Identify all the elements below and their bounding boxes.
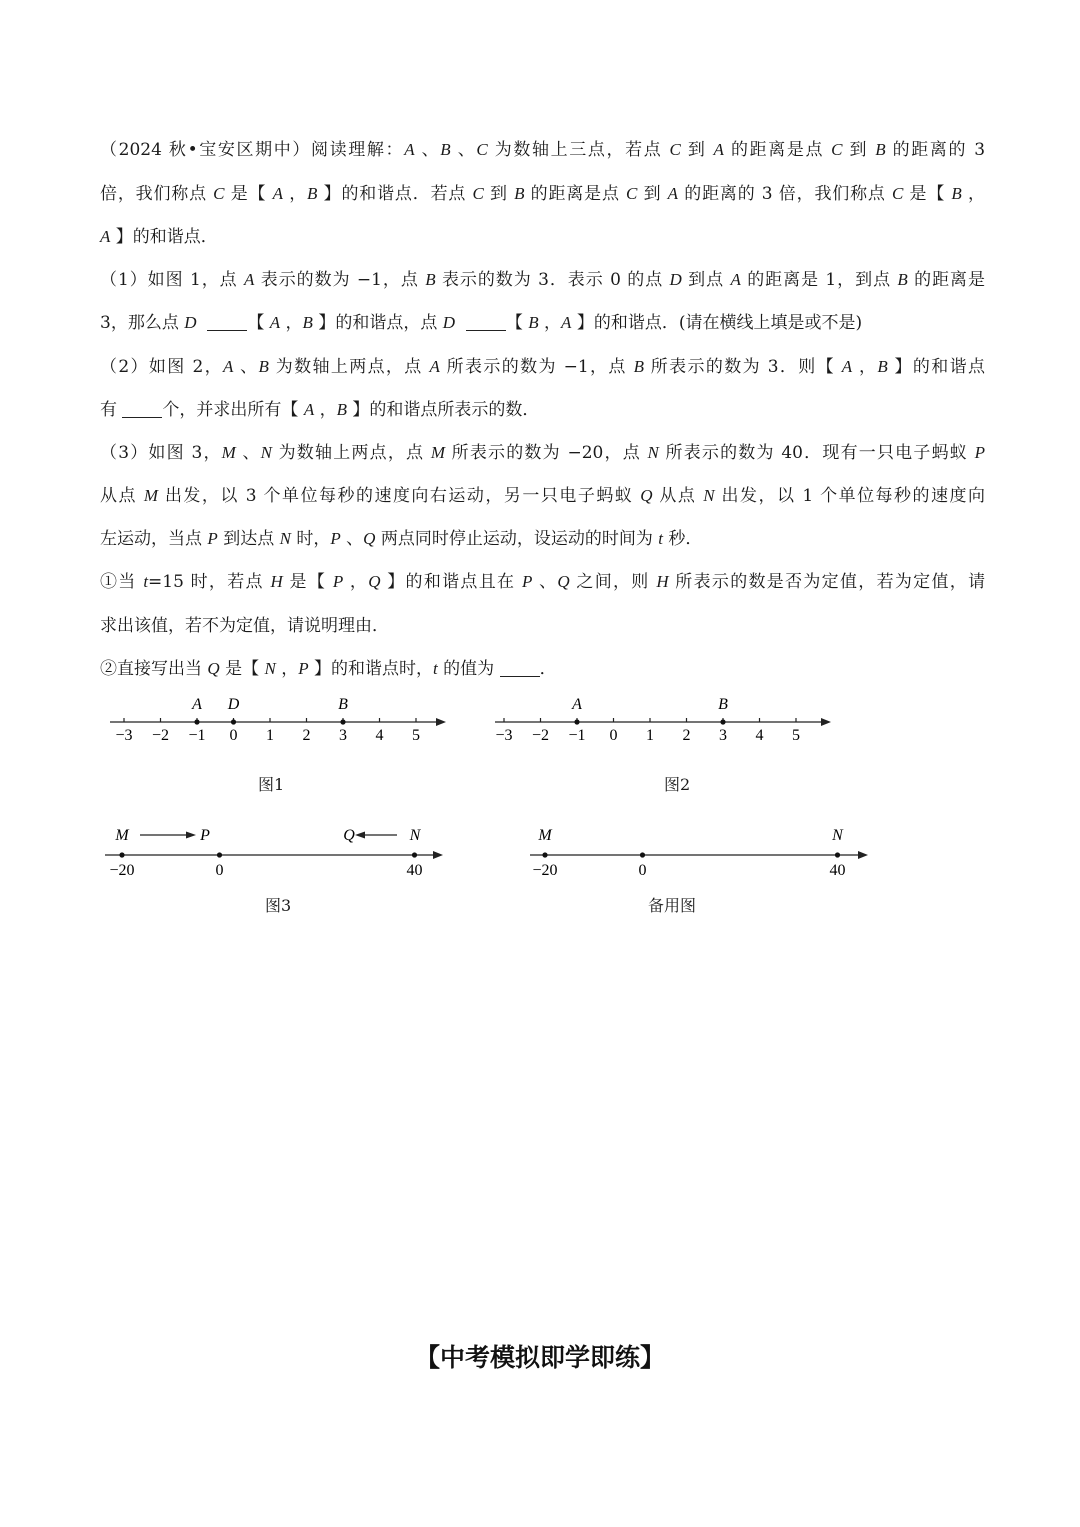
tick-dot xyxy=(119,852,124,857)
tick-label: 4 xyxy=(375,727,384,744)
tick-dot xyxy=(542,852,547,857)
point-b-dot xyxy=(340,719,345,724)
tick-label: 0 xyxy=(638,862,647,879)
problem-line-13: ②直接写出当 Q 是【 N ，P 】的和谐点时，t 的值为 ． xyxy=(100,659,557,679)
arrow-head xyxy=(858,851,868,859)
problem-line-5: 3，那么点 D 【 A ，B 】的和谐点，点 D 【 B ，A 】的和谐点．(请在横线上填是或不是) xyxy=(100,313,863,333)
tick-label: −2 xyxy=(531,727,550,744)
tick-label: −1 xyxy=(568,727,586,744)
answer-blank-1[interactable] xyxy=(207,312,247,331)
tick-dot xyxy=(217,852,222,857)
answer-blank-3[interactable] xyxy=(122,399,162,418)
point-a-label: A xyxy=(192,696,202,713)
tick-label: −3 xyxy=(115,727,133,744)
tick-dot xyxy=(835,852,840,857)
problem-line-6: （2）如图 2，A 、B 为数轴上两点，点 A 所表示的数为 −1，点 B 所表示的数为 3．则【 A ，B 】的和谐点 xyxy=(100,357,985,377)
arrow-head xyxy=(821,718,831,726)
point-m-label: M xyxy=(538,827,552,844)
problem-line-11: ①当 t=15 时，若点 H 是【 P ，Q 】的和谐点且在 P 、Q 之间，则 H 所表示的数是否为定值，若为定值，请 xyxy=(100,572,985,592)
point-n-label: N xyxy=(832,827,843,844)
q-motion-arrow-head xyxy=(355,832,365,839)
point-a-dot xyxy=(194,719,199,724)
point-b-label: B xyxy=(718,696,728,713)
arrow-head xyxy=(436,718,446,726)
point-b-dot xyxy=(720,719,725,724)
tick-label: 2 xyxy=(302,727,311,744)
point-b-label: B xyxy=(338,696,348,713)
problem-line-8: （3）如图 3，M 、N 为数轴上两点，点 M 所表示的数为 −20，点 N 所表示的数为 40．现有一只电子蚂蚁 P xyxy=(100,443,985,463)
figure-3-number-line xyxy=(95,823,455,883)
figure-2-number-line xyxy=(490,695,835,750)
answer-blank-2[interactable] xyxy=(466,312,506,331)
section-heading: 【中考模拟即学即练】 xyxy=(414,1343,665,1372)
tick-label: −20 xyxy=(532,862,558,879)
figure-2-caption: 图2 xyxy=(664,775,691,794)
tick-label: 3 xyxy=(719,727,727,744)
problem-line-1: （2024 秋•宝安区期中）阅读理解：A 、B 、C 为数轴上三点，若点 C 到 A 的距离是点 C 到 B 的距离的 3 xyxy=(100,140,985,160)
point-a-dot xyxy=(574,719,579,724)
tick-label: −2 xyxy=(151,727,170,744)
tick-label: 5 xyxy=(412,727,420,744)
problem-line-9: 从点 M 出发，以 3 个单位每秒的速度向右运动，另一只电子蚂蚁 Q 从点 N 出发，以 1 个单位每秒的速度向 xyxy=(100,486,985,506)
figure-4-number-line xyxy=(520,823,880,883)
tick-label: −20 xyxy=(109,862,135,879)
tick-dot xyxy=(412,852,417,857)
problem-line-4: （1）如图 1，点 A 表示的数为 −1，点 B 表示的数为 3．表示 0 的点 D 到点 A 的距离是 1，到点 B 的距离是 xyxy=(100,270,985,290)
tick-label: 1 xyxy=(646,727,654,744)
figure-1-number-line xyxy=(105,695,450,750)
point-d-dot xyxy=(231,719,236,724)
tick-label: 40 xyxy=(406,862,423,879)
tick-label: 0 xyxy=(215,862,224,879)
point-a-label: A xyxy=(572,696,582,713)
tick-label: 1 xyxy=(266,727,274,744)
point-d-label: D xyxy=(227,696,240,713)
p-motion-arrow-head xyxy=(186,832,196,839)
tick-dot xyxy=(640,852,645,857)
tick-label: 2 xyxy=(682,727,691,744)
tick-label: 0 xyxy=(609,727,618,744)
problem-line-12: 求出该值，若不为定值，请说明理由． xyxy=(100,616,389,636)
figure-3-caption: 图3 xyxy=(265,896,292,915)
tick-label: 5 xyxy=(792,727,800,744)
arrow-head xyxy=(433,851,443,859)
figure-1-caption: 图1 xyxy=(258,775,285,794)
tick-label: −1 xyxy=(188,727,206,744)
tick-label: −3 xyxy=(495,727,513,744)
point-n-label: N xyxy=(409,827,421,844)
figure-4-caption: 备用图 xyxy=(648,896,697,915)
problem-line-10: 左运动，当点 P 到达点 N 时，P 、Q 两点同时停止运动，设运动的时间为 t 秒． xyxy=(100,529,703,549)
tick-label: 4 xyxy=(755,727,764,744)
tick-label: 0 xyxy=(229,727,238,744)
problem-line-2: 倍，我们称点 C 是【 A ，B 】的和谐点．若点 C 到 B 的距离是点 C 到 A 的距离的 3 倍，我们称点 C 是【 B ， xyxy=(100,184,985,204)
tick-label: 40 xyxy=(829,862,846,879)
point-m-label: M xyxy=(115,827,129,844)
answer-blank-4[interactable] xyxy=(500,658,540,677)
problem-line-3: A 】的和谐点． xyxy=(100,227,218,247)
problem-line-7: 有 个，并求出所有【 A ，B 】的和谐点所表示的数． xyxy=(100,400,540,420)
tick-label: 3 xyxy=(339,727,347,744)
point-q-label: Q xyxy=(343,827,355,844)
point-p-label: P xyxy=(200,827,210,844)
